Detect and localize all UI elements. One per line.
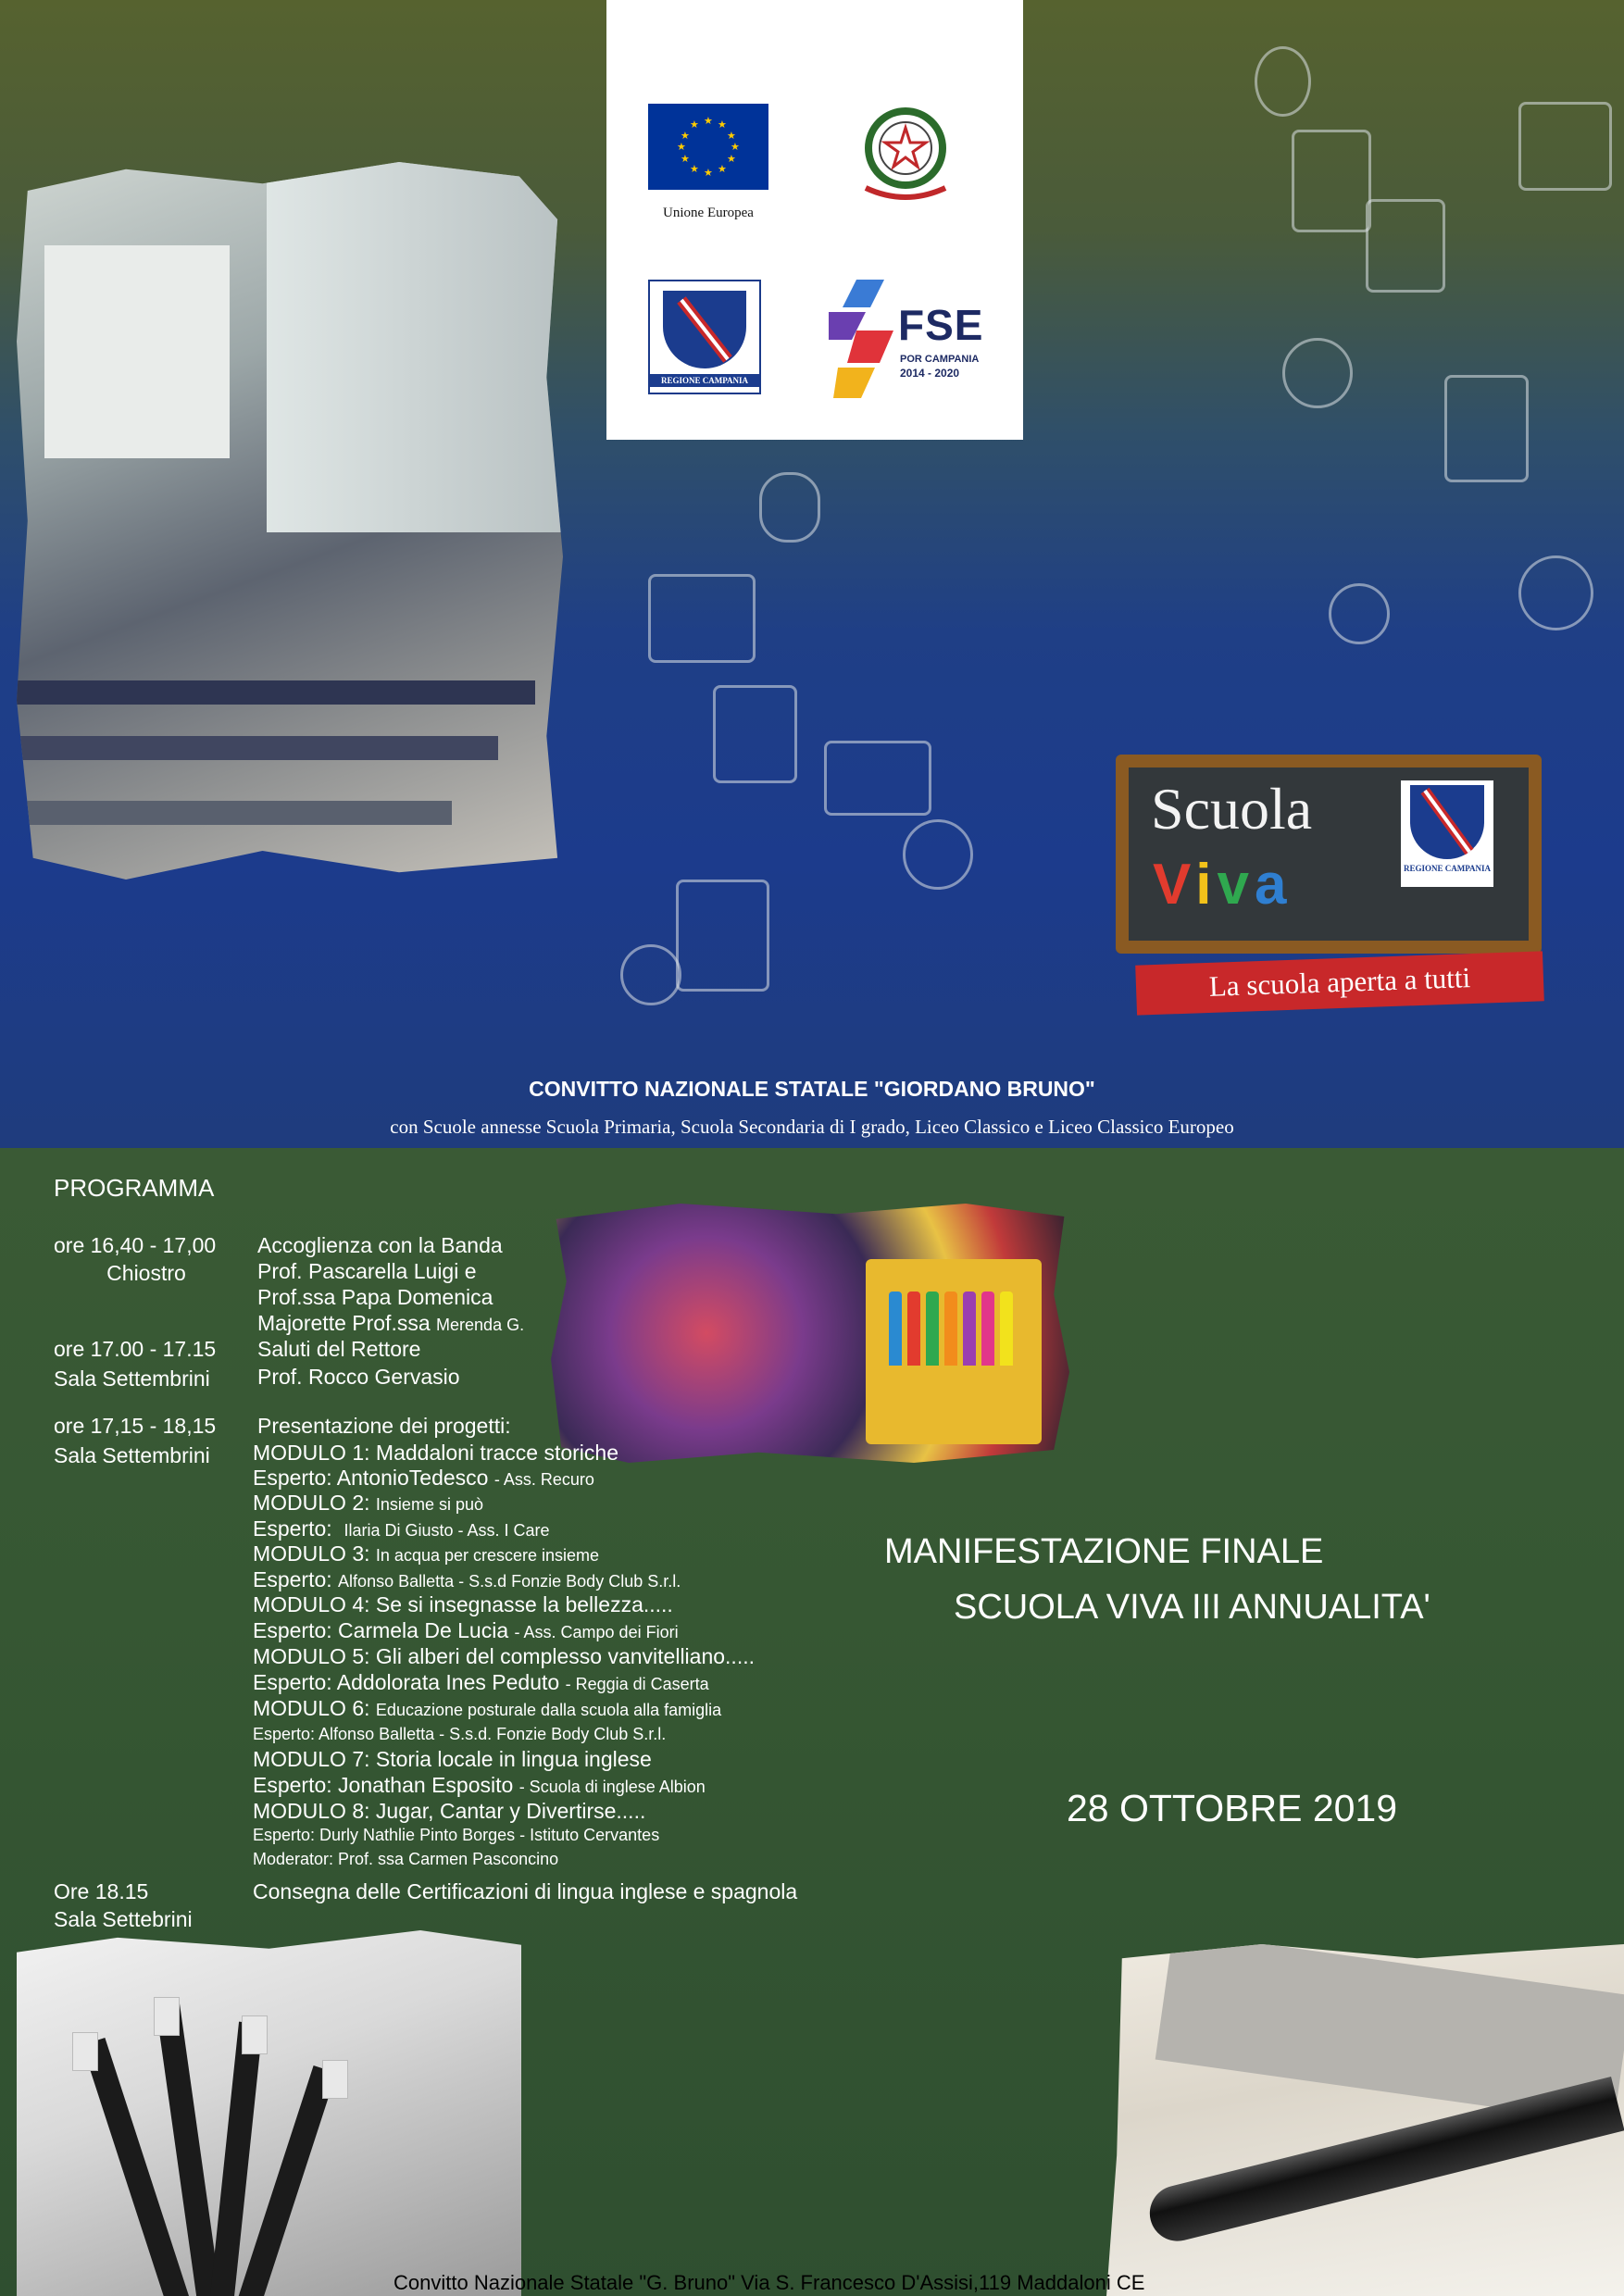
paper-doodle-icon bbox=[1292, 130, 1371, 232]
pencil-eraser bbox=[242, 2015, 268, 2054]
session-2-line: Saluti del Rettore bbox=[257, 1337, 421, 1361]
session-1-time: ore 16,40 - 17,00 bbox=[54, 1233, 217, 1257]
fse-wordmark: FSE bbox=[898, 301, 984, 349]
classroom-photo bbox=[17, 162, 563, 880]
module-7: MODULO 7: Storia locale in lingua inglese bbox=[253, 1747, 652, 1771]
desk-row bbox=[17, 736, 498, 760]
session-4-time: Ore 18.15 bbox=[54, 1879, 149, 1903]
fse-subtitle: POR CAMPANIA bbox=[900, 354, 980, 365]
crayon bbox=[963, 1292, 976, 1366]
clock-doodle-icon bbox=[1518, 555, 1593, 630]
module-5: MODULO 5: Gli alberi del complesso vanvitelliano..... bbox=[253, 1644, 755, 1668]
badge-title: Scuola bbox=[1151, 776, 1313, 842]
session-2-line: Prof. Rocco Gervasio bbox=[257, 1365, 460, 1389]
session-1-place: Chiostro bbox=[106, 1261, 186, 1285]
moderator: Moderator: Prof. ssa Carmen Pasconcino bbox=[253, 1850, 559, 1868]
basketball-doodle-icon bbox=[1282, 338, 1353, 408]
session-4-place: Sala Settebrini bbox=[54, 1907, 193, 1931]
desk-row bbox=[17, 801, 452, 825]
regione-shield-icon bbox=[663, 291, 746, 368]
crayon bbox=[981, 1292, 994, 1366]
session-2-place: Sala Settembrini bbox=[54, 1366, 210, 1391]
module-5-expert bbox=[253, 1670, 709, 1695]
badge-highlight bbox=[1153, 852, 1292, 917]
session-2-time: ore 17.00 - 17.15 bbox=[54, 1337, 217, 1361]
expert-name: Ilaria Di Giusto - Ass. I Care bbox=[344, 1521, 550, 1540]
module-2 bbox=[253, 1491, 483, 1516]
badge-highlight-letter: a bbox=[1254, 853, 1293, 917]
session-1-line bbox=[257, 1311, 524, 1336]
eu-caption: Unione Europea bbox=[663, 206, 754, 220]
eu-flag-icon: ★ ★ ★ ★ ★ ★ ★ ★ ★ ★ ★ ★ bbox=[648, 104, 768, 190]
fse-mark-icon bbox=[829, 280, 898, 400]
bulb-doodle-icon bbox=[759, 472, 820, 543]
session-3-place: Sala Settembrini bbox=[54, 1443, 210, 1467]
session-4-line: Consegna delle Certificazioni di lingua inglese e spagnola bbox=[253, 1879, 798, 1903]
fse-years: 2014 - 2020 bbox=[900, 367, 960, 380]
regione-caption: REGIONE CAMPANIA bbox=[650, 374, 759, 387]
racket-doodle-icon bbox=[1255, 46, 1311, 117]
module-1: MODULO 1: Maddaloni tracce storiche bbox=[253, 1441, 618, 1465]
badge-shield-icon bbox=[1410, 785, 1484, 859]
program-heading: PROGRAMMA bbox=[54, 1174, 215, 1202]
footer-address: Convitto Nazionale Statale "G. Bruno" Via S. Francesco D'Assisi,119 Maddaloni CE bbox=[394, 2271, 1145, 2294]
badge-highlight-text bbox=[1153, 853, 1292, 917]
expert-assoc: - Ass. Recuro bbox=[493, 1470, 594, 1489]
session-1-majorette-name: Merenda G. bbox=[436, 1316, 525, 1334]
badge-crest-caption: REGIONE CAMPANIA bbox=[1403, 864, 1492, 873]
expert-assoc: - Reggia di Caserta bbox=[565, 1675, 709, 1693]
module-3 bbox=[253, 1541, 599, 1566]
session-3-intro: Presentazione dei progetti: bbox=[257, 1414, 511, 1438]
expert-assoc: - Ass. Campo dei Fiori bbox=[514, 1623, 679, 1641]
expert-name: Esperto: Jonathan Esposito bbox=[253, 1773, 514, 1797]
expert-name: Alfonso Balletta - S.s.d Fonzie Body Club S.r.l. bbox=[338, 1572, 681, 1591]
fountain-pen bbox=[1143, 2077, 1624, 2247]
expert-label: Esperto: bbox=[253, 1516, 332, 1541]
apple-doodle-icon bbox=[620, 944, 681, 1005]
module-title: Insieme si può bbox=[375, 1495, 483, 1514]
abacus-doodle-icon-2 bbox=[1518, 102, 1612, 191]
window-light bbox=[267, 162, 563, 532]
expert-assoc: - Scuola di inglese Albion bbox=[518, 1778, 706, 1796]
apple-doodle-icon-2 bbox=[1329, 583, 1390, 644]
crayon bbox=[926, 1292, 939, 1366]
school-subtitle: con Scuole annesse Scuola Primaria, Scuola Secondaria di I grado, Liceo Classico e Liceo Classico Europeo bbox=[390, 1116, 1234, 1138]
module-6 bbox=[253, 1696, 721, 1721]
expert-name: Esperto: AntonioTedesco bbox=[253, 1466, 489, 1490]
event-title-line-2: SCUOLA VIVA III ANNUALITA' bbox=[954, 1588, 1430, 1627]
pencil-eraser bbox=[72, 2032, 98, 2071]
crayon bbox=[944, 1292, 957, 1366]
book-doodle-icon bbox=[824, 741, 931, 816]
expert-name: Esperto: Carmela De Lucia bbox=[253, 1618, 509, 1642]
calculator-doodle-icon bbox=[713, 685, 797, 783]
pencil-eraser bbox=[154, 1997, 180, 2036]
scuola-viva-badge bbox=[1116, 755, 1542, 1003]
projector-screen bbox=[44, 245, 230, 458]
badge-tagline: La scuola aperta a tutti bbox=[1208, 961, 1471, 1003]
badge-crest bbox=[1401, 780, 1493, 887]
crayon bbox=[889, 1292, 902, 1366]
module-8: MODULO 8: Jugar, Cantar y Divertirse..... bbox=[253, 1799, 646, 1823]
regione-campania-logo bbox=[648, 280, 761, 394]
pencils-photo bbox=[17, 1930, 521, 2296]
expert-label: Esperto: bbox=[253, 1567, 332, 1591]
session-1-line: Prof. Pascarella Luigi e bbox=[257, 1259, 477, 1283]
crayon bbox=[907, 1292, 920, 1366]
module-1-expert bbox=[253, 1466, 594, 1491]
module-label: MODULO 3: bbox=[253, 1541, 370, 1566]
crayons-photo bbox=[551, 1204, 1069, 1463]
desk-row bbox=[17, 680, 535, 705]
module-4-expert bbox=[253, 1618, 679, 1643]
calculator-doodle-icon-2 bbox=[1366, 199, 1445, 293]
badge-highlight-letter: V bbox=[1153, 853, 1196, 917]
notebook-doodle-icon bbox=[676, 880, 769, 992]
badge-highlight-letter: v bbox=[1217, 853, 1255, 917]
notebook-doodle-icon-2 bbox=[1444, 375, 1529, 482]
module-6-expert: Esperto: Alfonso Balletta - S.s.d. Fonzie Body Club S.r.l. bbox=[253, 1725, 667, 1743]
school-name: CONVITTO NAZIONALE STATALE "GIORDANO BRUNO" bbox=[529, 1077, 1095, 1101]
module-4: MODULO 4: Se si insegnasse la bellezza..... bbox=[253, 1592, 673, 1616]
session-3-time: ore 17,15 - 18,15 bbox=[54, 1414, 217, 1438]
fse-logo bbox=[829, 280, 995, 405]
module-label: MODULO 6: bbox=[253, 1696, 370, 1720]
session-1-majorette: Majorette Prof.ssa bbox=[257, 1311, 431, 1335]
session-1-line: Prof.ssa Papa Domenica bbox=[257, 1285, 493, 1309]
logo-card bbox=[606, 0, 1023, 440]
event-title-line-1: MANIFESTAZIONE FINALE bbox=[884, 1532, 1324, 1571]
event-date: 28 OTTOBRE 2019 bbox=[1067, 1787, 1398, 1829]
module-8-expert: Esperto: Durly Nathlie Pinto Borges - Istituto Cervantes bbox=[253, 1826, 660, 1844]
calculator-pen-photo bbox=[1106, 1944, 1624, 2296]
session-1-line: Accoglienza con la Banda bbox=[257, 1233, 503, 1257]
module-label: MODULO 2: bbox=[253, 1491, 370, 1515]
badge-highlight-letter: i bbox=[1195, 853, 1218, 917]
pencil-eraser bbox=[322, 2060, 348, 2099]
module-title: Educazione posturale dalla scuola alla famiglia bbox=[375, 1701, 722, 1719]
italian-republic-emblem-icon bbox=[855, 100, 956, 206]
expert-name: Esperto: Addolorata Ines Peduto bbox=[253, 1670, 560, 1694]
abacus-doodle-icon bbox=[648, 574, 756, 663]
module-7-expert bbox=[253, 1773, 706, 1798]
crayon bbox=[1000, 1292, 1013, 1366]
module-2-expert bbox=[253, 1516, 550, 1541]
module-3-expert bbox=[253, 1567, 681, 1592]
module-title: In acqua per crescere insieme bbox=[375, 1546, 600, 1565]
ball-doodle-icon bbox=[903, 819, 973, 890]
